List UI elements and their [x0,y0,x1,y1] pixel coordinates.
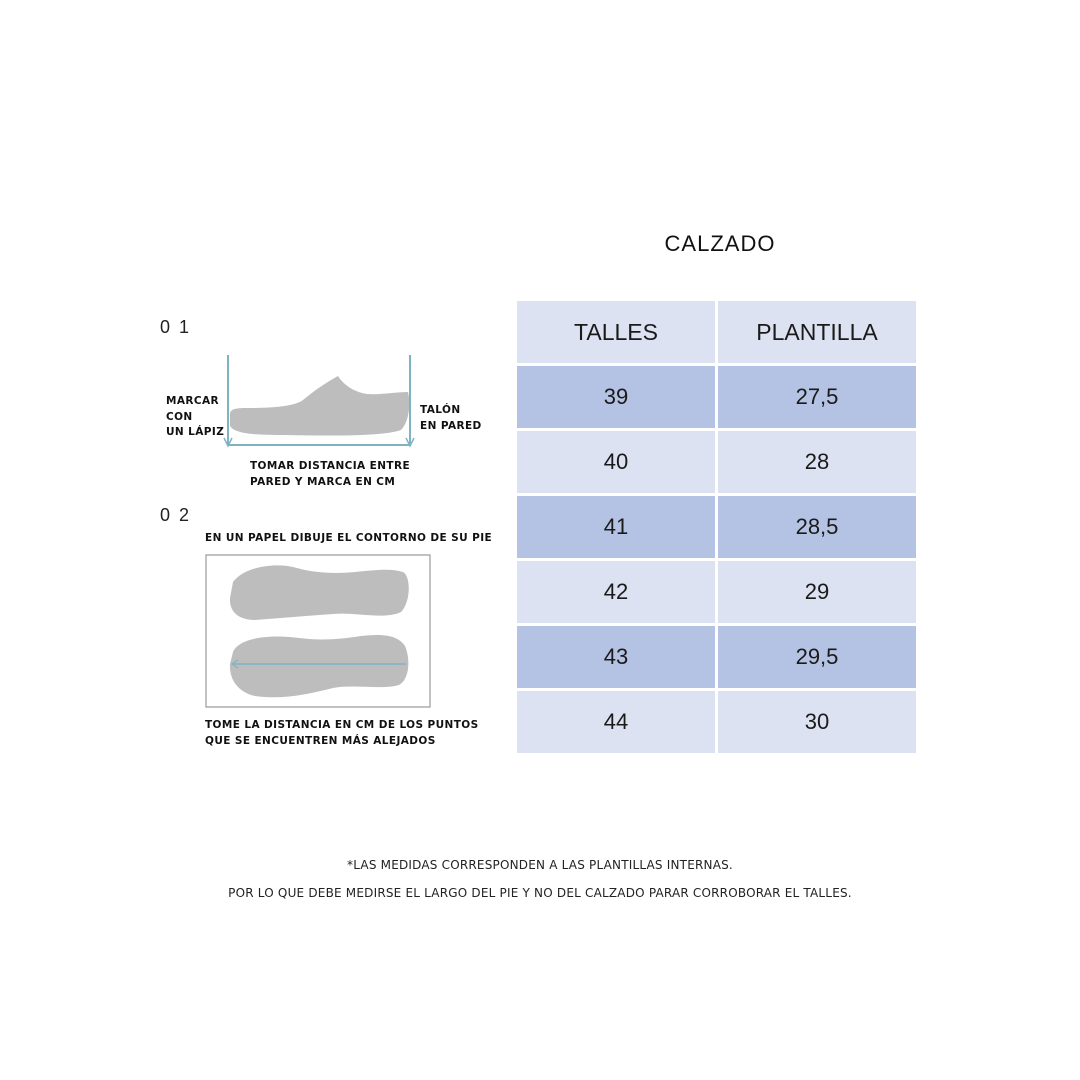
size-cell: 43 [517,626,715,688]
header-talles: TALLES [517,301,715,363]
step-2-bottom-label: TOME LA DISTANCIA EN CM DE LOS PUNTOS QUE SE ENCUENTREN MÁS ALEJADOS [205,719,479,747]
table-row [517,691,916,753]
table-row [517,496,916,558]
header-plantilla: PLANTILLA [718,301,916,363]
insole-cell: 28,5 [718,496,916,558]
table-header-row [517,301,916,363]
step-2-top-label: EN UN PAPEL DIBUJE EL CONTORNO DE SU PIE [205,532,493,544]
shoe-side-illustration [215,350,425,450]
step-1-left-label: MARCAR CON UN LÁPIZ [166,395,225,438]
step-2-number: 0 2 [160,505,192,525]
insole-cell: 29,5 [718,626,916,688]
size-cell: 39 [517,366,715,428]
size-cell: 44 [517,691,715,753]
shoe-side-icon [230,376,409,435]
table-row [517,431,916,493]
insole-cell: 29 [718,561,916,623]
table-row [517,561,916,623]
footnote-line-1: *LAS MEDIDAS CORRESPONDEN A LAS PLANTILLAS INTERNAS. [347,858,733,872]
size-cell: 40 [517,431,715,493]
insole-cell: 30 [718,691,916,753]
size-table [514,298,919,756]
step-1-bottom-label: TOMAR DISTANCIA ENTRE PARED Y MARCA EN CM [250,460,411,488]
insole-cell: 27,5 [718,366,916,428]
size-cell: 41 [517,496,715,558]
footprint-icon [230,565,409,620]
step-1-right-label: TALÓN EN PARED [420,404,482,432]
table-row [517,626,916,688]
footnote-line-2: POR LO QUE DEBE MEDIRSE EL LARGO DEL PIE Y NO DEL CALZADO PARAR CORROBORAR EL TALLES. [228,886,852,900]
step-1-number: 0 1 [160,317,192,337]
foot-outline-illustration [205,554,433,710]
table-row [517,366,916,428]
insole-cell: 28 [718,431,916,493]
page-title: CALZADO [664,231,776,256]
size-cell: 42 [517,561,715,623]
